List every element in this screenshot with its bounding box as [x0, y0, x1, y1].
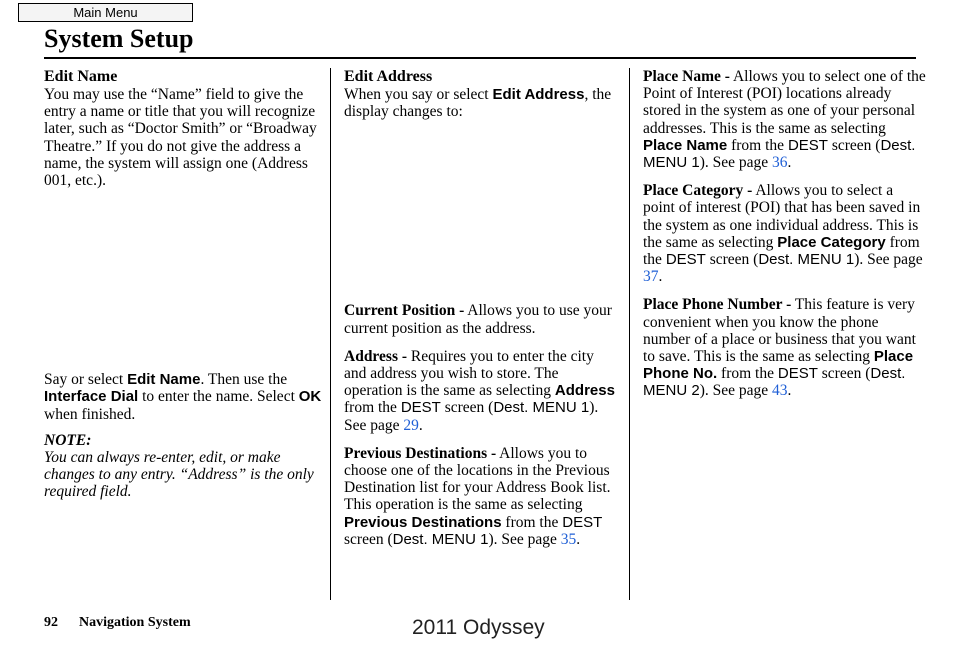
text: screen ( — [440, 399, 494, 417]
text: screen ( — [344, 530, 393, 548]
dest-screen: DEST — [787, 136, 828, 154]
text: . — [787, 154, 792, 172]
text: . — [658, 268, 663, 286]
text: ). See page — [344, 399, 599, 434]
image-placeholder — [44, 189, 324, 371]
dest-screen: DEST — [400, 399, 441, 417]
previous-destinations-label: Previous Destinations - — [344, 444, 497, 462]
place-phone-item — [643, 296, 928, 399]
text: when finished. — [44, 405, 136, 423]
image-placeholder — [344, 120, 620, 302]
edit-name-intro: You may use the “Name” field to give the entry a name or title that you will recognize later, such as “Doctor Smith” or “Broadway Theatre.” If you do not give the address a name, the system will assign one (Address 001, etc.). — [44, 86, 317, 190]
text: . — [787, 382, 792, 400]
text: screen ( — [827, 136, 881, 154]
text: ). See page — [854, 251, 923, 269]
dest-screen: DEST — [777, 365, 818, 383]
text: from the — [344, 399, 401, 417]
text: screen ( — [705, 251, 759, 269]
page-number: 92 — [44, 615, 58, 630]
edit-name-heading: Edit Name — [44, 68, 118, 85]
text: Say or select — [44, 371, 128, 389]
column-edit-address — [344, 68, 620, 548]
text: screen ( — [817, 365, 871, 383]
cmd-edit-address: Edit Address — [492, 86, 585, 103]
text: from the — [727, 136, 788, 154]
place-name-label: Place Name - — [643, 68, 730, 85]
cmd-interface-dial: Interface Dial — [44, 388, 139, 406]
text: ). See page — [699, 154, 772, 172]
previous-destinations-item — [344, 445, 620, 548]
footer-section-label: Navigation System — [79, 615, 191, 630]
dest-screen: DEST — [665, 251, 706, 269]
text: from the — [501, 513, 563, 531]
text: Allows you to select a point of interest (POI) that has been saved in the system as one individual address. This is the same as selecting — [643, 182, 921, 251]
cmd-place-name: Place Name — [643, 136, 728, 154]
cmd-edit-name: Edit Name — [127, 371, 201, 389]
page-link[interactable]: 36 — [772, 154, 788, 172]
text: . — [576, 530, 581, 548]
text: , the display changes to: — [344, 86, 612, 121]
current-position-label: Current Position - — [344, 302, 465, 320]
column-divider-1 — [330, 68, 331, 600]
title-divider — [44, 57, 916, 59]
cmd-place-phone: Place Phone No. — [643, 348, 914, 383]
text: ). See page — [488, 530, 561, 548]
dest-screen: DEST — [562, 513, 603, 531]
text: . Then use the — [200, 371, 288, 389]
text: . — [418, 416, 423, 434]
text: When you say or select — [344, 86, 493, 103]
column-divider-2 — [629, 68, 630, 600]
column-edit-name — [44, 68, 324, 501]
cmd-address: Address — [554, 382, 615, 400]
dest-menu: Dest. MENU 1 — [758, 251, 855, 269]
cmd-place-category: Place Category — [777, 233, 886, 251]
text: from the — [717, 365, 778, 383]
page-link[interactable]: 29 — [403, 416, 419, 434]
address-item — [344, 348, 620, 434]
dest-menu: Dest. MENU 1 — [493, 399, 590, 417]
note-label: NOTE: — [44, 431, 92, 449]
note-text: You can always re-enter, edit, or make changes to any entry. “Address” is the only required field. — [44, 449, 314, 501]
text: Allows you to use your current position as the address. — [344, 302, 612, 337]
edit-address-heading: Edit Address — [344, 68, 433, 85]
text: Allows you to select one of the Point of Interest (POI) locations already stored in the system as one of your personal addresses. This is the same as selecting — [643, 68, 926, 137]
place-name-item — [643, 68, 928, 171]
dest-menu: Dest. MENU 1 — [392, 530, 489, 548]
place-phone-label: Place Phone Number - — [643, 296, 792, 314]
watermark: 2011 Odyssey — [412, 616, 545, 639]
page-link[interactable]: 37 — [643, 268, 659, 286]
column-place-options — [643, 68, 928, 400]
main-menu-button[interactable]: Main Menu — [18, 3, 193, 22]
text: Allows you to choose one of the locations in the Previous Destination list for your Address Book list. This operation is the same as selecting — [344, 444, 611, 514]
address-label: Address - — [344, 347, 408, 365]
page-title: System Setup — [44, 24, 194, 53]
place-category-label: Place Category - — [643, 182, 753, 200]
cmd-previous-destinations: Previous Destinations — [344, 513, 502, 531]
edit-address-intro — [344, 86, 620, 120]
text: Requires you to enter the city and address you wish to store. The operation is the same as selecting — [344, 347, 594, 400]
text: from the — [643, 233, 920, 269]
dest-menu: Dest. MENU 2 — [643, 365, 906, 400]
edit-name-instructions — [44, 371, 324, 423]
page-link[interactable]: 43 — [772, 382, 788, 400]
cmd-ok: OK — [298, 388, 322, 406]
page-link[interactable]: 35 — [560, 530, 577, 548]
text: This feature is very convenient when you know the phone number of a place or business that you want to save. This is the same as selecting — [643, 296, 916, 366]
dest-menu: Dest. MENU 1 — [643, 136, 916, 172]
place-category-item — [643, 182, 928, 285]
current-position-item — [344, 302, 620, 336]
text: ). See page — [699, 382, 772, 400]
text: to enter the name. Select — [138, 388, 299, 406]
